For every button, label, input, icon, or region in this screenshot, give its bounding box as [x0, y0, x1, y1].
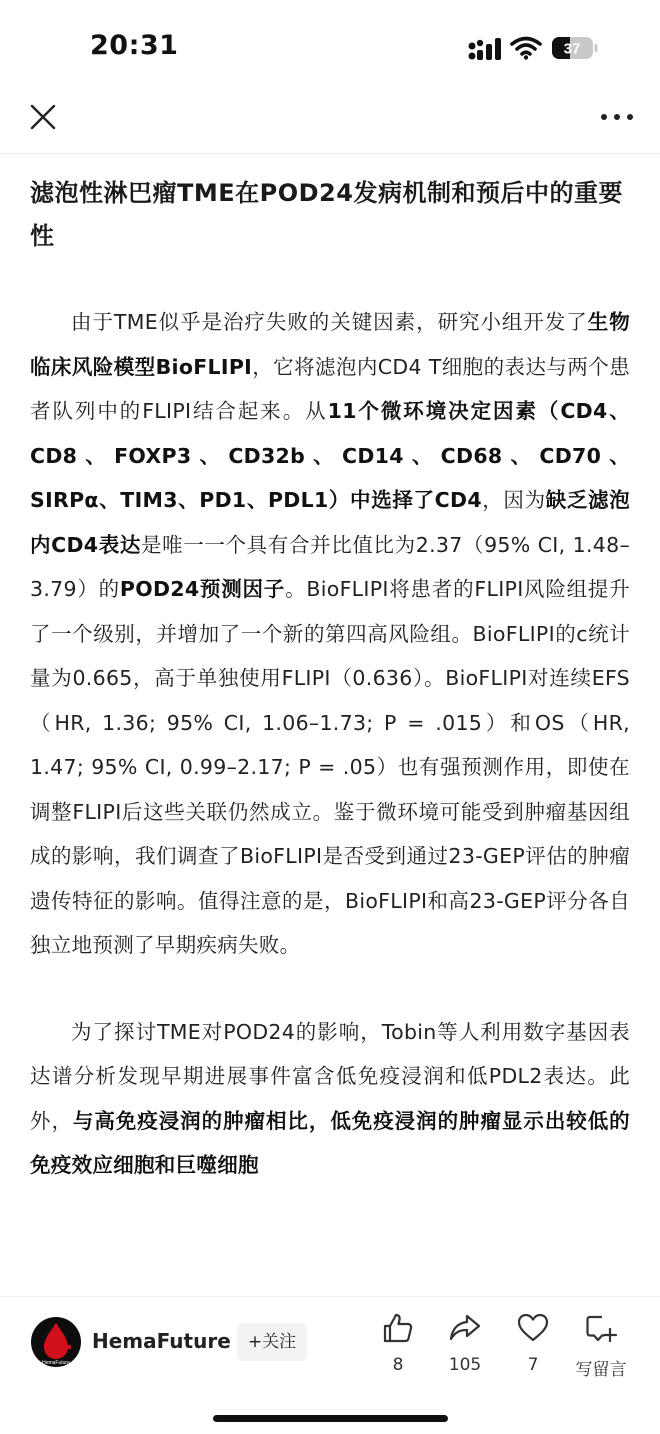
text-run: 是唯一一个具有合并比值比为2.37（95% CI, 1.48–3.79）的 — [30, 532, 630, 601]
status-time: 20:31 — [90, 30, 179, 61]
thumbs-up-icon — [381, 1311, 415, 1345]
more-icon[interactable] — [600, 110, 634, 124]
comment-icon — [584, 1311, 618, 1345]
home-indicator[interactable] — [213, 1415, 448, 1422]
status-bar — [0, 0, 660, 96]
text-run: 为了探讨TME对POD24的影响，Tobin等人利用数字基因表达谱分析发现早期进展事件富含低免疫浸润和低PDL2表达。此外， — [30, 1019, 630, 1133]
article-content — [30, 154, 630, 1296]
account-name[interactable]: HemaFuture — [92, 1329, 231, 1353]
signal-icon — [468, 38, 504, 60]
share-button[interactable] — [430, 1311, 500, 1381]
like-button[interactable] — [363, 1311, 433, 1381]
bold-text: 11个微环境决定因素（CD4、CD8、FOXP3、CD32b、CD14、CD68、CD70、SIRPα、TIM3、PD1、PDL1）中选择了CD4 — [30, 399, 630, 512]
battery-level: 37 — [563, 40, 581, 58]
nav-bar — [0, 96, 660, 154]
avatar[interactable] — [31, 1317, 81, 1367]
comment-button[interactable] — [566, 1311, 636, 1381]
article-title: 滤泡性淋巴瘤TME在POD24发病机制和预后中的重要性 — [30, 179, 623, 250]
favorite-button[interactable] — [498, 1311, 568, 1381]
share-count: 105 — [448, 1355, 482, 1375]
article-paragraph-1 — [30, 300, 630, 968]
avatar-text: HemaFuture — [42, 1360, 70, 1366]
bold-text: 缺乏滤泡内CD4表达 — [30, 488, 630, 557]
bottom-action-bar — [0, 1296, 660, 1434]
text-run: 由于TME似乎是治疗失败的关键因素，研究小组开发了 — [71, 310, 588, 334]
bold-text: POD24预测因子 — [119, 577, 286, 601]
battery-icon — [552, 37, 598, 59]
text-run: ，它将滤泡内CD4 T细胞的表达与两个患者队列中的FLIPI结合起来。从 — [30, 354, 630, 423]
like-count: 8 — [392, 1355, 404, 1375]
follow-button[interactable]: +关注 — [237, 1323, 307, 1361]
favorite-count: 7 — [527, 1355, 539, 1375]
bold-text: 生物临床风险模型BioFLIPI — [30, 310, 630, 379]
bold-text: 与高免疫浸润的肿瘤相比，低免疫浸润的肿瘤显示出较低的免疫效应细胞和巨噬细胞 — [30, 1108, 630, 1177]
article-paragraph-2 — [30, 1010, 630, 1188]
text-run: 。BioFLIPI将患者的FLIPI风险组提升了一个级别，并增加了一个新的第四高风险组。BioFLIPI的c统计量为0.665，高于单独使用FLIPI（0.636）。BioFLIPI对连续EFS（HR, 1.36; 95% CI, 1.06–1.73; P = .015）和OS（HR, 1.47; 95% CI, 0.99–2.17; P = .05）也有强预测作用，即使在调整FLIPI后这些关联仍然成立。鉴于微环境可能受到肿瘤基因组成的影响，我们调查了BioFLIPI是否受到通过23-GEP评估的肿瘤遗传特征的影响。值得注意的是，BioFLIPI和高23-GEP评分各自独立地预测了早期疾病失败。 — [30, 577, 630, 957]
heart-icon — [516, 1311, 550, 1345]
blood-drop-logo-icon — [31, 1317, 81, 1367]
close-icon[interactable] — [28, 102, 58, 132]
share-icon — [448, 1311, 482, 1345]
wifi-icon — [510, 36, 542, 60]
text-run: ，因为 — [481, 488, 546, 512]
comment-label: 写留言 — [575, 1360, 627, 1380]
